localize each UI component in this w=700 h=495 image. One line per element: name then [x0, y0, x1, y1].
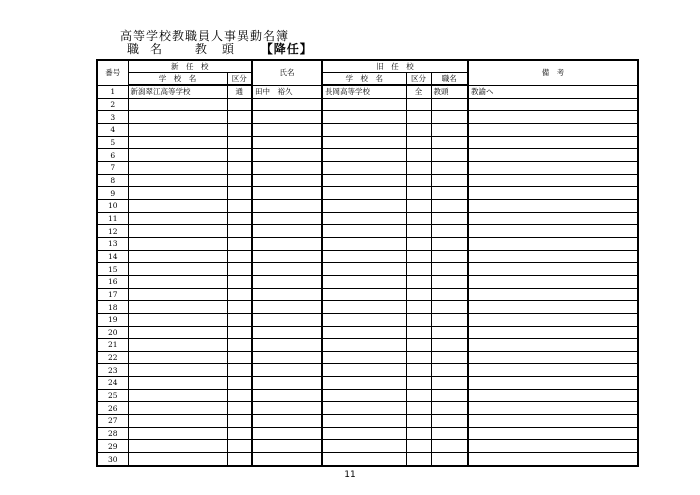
cell-old-division: [406, 136, 431, 149]
cell-old-school: [322, 161, 406, 174]
cell-old-division: [406, 364, 431, 377]
cell-remarks: [468, 237, 638, 250]
cell-remarks: [468, 187, 638, 200]
cell-number: 3: [97, 111, 128, 124]
cell-new-school: [128, 149, 227, 162]
cell-new-school: [128, 237, 227, 250]
cell-job-title: [431, 402, 468, 415]
cell-new-school: [128, 212, 227, 225]
header-new-division: 区分: [227, 73, 252, 86]
cell-remarks: [468, 440, 638, 453]
table-row: [97, 339, 638, 352]
cell-remarks: [468, 377, 638, 390]
table-row: [97, 136, 638, 149]
cell-old-school: [322, 364, 406, 377]
cell-name: [252, 124, 322, 137]
cell-new-school: [128, 111, 227, 124]
cell-old-school: 長岡高等学校: [322, 85, 406, 98]
cell-number: 26: [97, 402, 128, 415]
cell-old-school: [322, 187, 406, 200]
cell-job-title: [431, 453, 468, 466]
cell-new-school: [128, 377, 227, 390]
personnel-table: [96, 59, 639, 467]
cell-number: 11: [97, 212, 128, 225]
cell-name: [252, 199, 322, 212]
cell-number: 25: [97, 389, 128, 402]
cell-number: 4: [97, 124, 128, 137]
cell-old-division: [406, 174, 431, 187]
cell-new-division: [227, 149, 252, 162]
table-row: [97, 174, 638, 187]
cell-new-division: [227, 301, 252, 314]
cell-new-school: [128, 301, 227, 314]
table-row: [97, 111, 638, 124]
cell-name: [252, 237, 322, 250]
cell-old-division: [406, 339, 431, 352]
cell-new-school: [128, 402, 227, 415]
cell-job-title: [431, 136, 468, 149]
cell-new-division: [227, 313, 252, 326]
cell-remarks: [468, 149, 638, 162]
table-row: [97, 402, 638, 415]
cell-new-school: [128, 326, 227, 339]
cell-old-division: [406, 225, 431, 238]
cell-old-school: [322, 111, 406, 124]
header-name: 氏名: [252, 60, 322, 85]
cell-number: 15: [97, 263, 128, 276]
cell-job-title: [431, 377, 468, 390]
cell-new-division: [227, 389, 252, 402]
cell-new-school: [128, 364, 227, 377]
cell-new-school: [128, 453, 227, 466]
header-old-division: 区分: [406, 73, 431, 86]
table-row: [97, 98, 638, 111]
cell-name: [252, 301, 322, 314]
cell-job-title: [431, 415, 468, 428]
cell-old-division: [406, 440, 431, 453]
cell-name: [252, 351, 322, 364]
cell-new-school: [128, 250, 227, 263]
cell-new-school: [128, 351, 227, 364]
cell-number: 28: [97, 427, 128, 440]
cell-old-division: [406, 149, 431, 162]
cell-new-division: [227, 136, 252, 149]
cell-new-division: [227, 250, 252, 263]
cell-number: 2: [97, 98, 128, 111]
cell-number: 22: [97, 351, 128, 364]
cell-new-school: [128, 440, 227, 453]
cell-name: [252, 402, 322, 415]
cell-remarks: [468, 174, 638, 187]
cell-old-school: [322, 136, 406, 149]
table-row: [97, 85, 638, 98]
table-row: [97, 326, 638, 339]
cell-remarks: [468, 263, 638, 276]
cell-new-school: [128, 415, 227, 428]
cell-remarks: [468, 415, 638, 428]
cell-number: 1: [97, 85, 128, 98]
cell-new-school: [128, 288, 227, 301]
cell-remarks: [468, 389, 638, 402]
cell-new-division: 通: [227, 85, 252, 98]
cell-new-school: [128, 174, 227, 187]
cell-old-school: [322, 237, 406, 250]
cell-number: 8: [97, 174, 128, 187]
cell-remarks: [468, 136, 638, 149]
cell-name: [252, 275, 322, 288]
cell-old-division: [406, 124, 431, 137]
cell-new-school: [128, 161, 227, 174]
cell-old-school: [322, 263, 406, 276]
cell-old-division: [406, 98, 431, 111]
cell-job-title: [431, 339, 468, 352]
cell-new-school: [128, 136, 227, 149]
cell-old-division: [406, 263, 431, 276]
cell-new-school: [128, 187, 227, 200]
cell-new-division: [227, 174, 252, 187]
header-new-school-name: 学 校 名: [128, 73, 227, 86]
cell-new-division: [227, 263, 252, 276]
cell-name: [252, 250, 322, 263]
cell-number: 16: [97, 275, 128, 288]
cell-new-school: [128, 124, 227, 137]
cell-old-school: [322, 275, 406, 288]
cell-remarks: [468, 427, 638, 440]
cell-new-division: [227, 237, 252, 250]
cell-name: [252, 111, 322, 124]
cell-new-division: [227, 275, 252, 288]
cell-new-division: [227, 288, 252, 301]
cell-new-division: [227, 339, 252, 352]
table-row: [97, 250, 638, 263]
table-row: [97, 237, 638, 250]
header-remarks: 備 考: [468, 60, 638, 85]
cell-job-title: [431, 212, 468, 225]
cell-number: 12: [97, 225, 128, 238]
cell-job-title: [431, 225, 468, 238]
cell-old-division: [406, 453, 431, 466]
cell-old-school: [322, 250, 406, 263]
header-old-school: 旧 任 校: [322, 60, 468, 73]
cell-job-title: [431, 389, 468, 402]
cell-new-school: [128, 263, 227, 276]
cell-name: [252, 263, 322, 276]
cell-number: 14: [97, 250, 128, 263]
cell-new-school: [128, 199, 227, 212]
cell-job-title: [431, 149, 468, 162]
cell-name: [252, 288, 322, 301]
cell-remarks: [468, 275, 638, 288]
cell-old-school: [322, 98, 406, 111]
cell-name: [252, 453, 322, 466]
cell-name: [252, 415, 322, 428]
table-row: [97, 263, 638, 276]
header-row-top: [97, 60, 638, 73]
cell-new-school: [128, 98, 227, 111]
cell-remarks: [468, 161, 638, 174]
cell-job-title: [431, 161, 468, 174]
table-row: [97, 124, 638, 137]
cell-old-division: [406, 389, 431, 402]
table-row: [97, 453, 638, 466]
cell-name: [252, 149, 322, 162]
cell-new-division: [227, 402, 252, 415]
cell-job-title: [431, 427, 468, 440]
cell-new-division: [227, 351, 252, 364]
document-subtitle: [127, 40, 313, 57]
cell-number: 20: [97, 326, 128, 339]
cell-remarks: [468, 364, 638, 377]
cell-new-division: [227, 427, 252, 440]
cell-remarks: [468, 98, 638, 111]
table-row: [97, 275, 638, 288]
cell-name: [252, 187, 322, 200]
cell-remarks: [468, 339, 638, 352]
cell-new-division: [227, 364, 252, 377]
cell-old-division: [406, 402, 431, 415]
cell-new-division: [227, 161, 252, 174]
document-title: 高等学校教職員人事異動名簿: [120, 29, 290, 43]
cell-name: [252, 377, 322, 390]
cell-job-title: [431, 351, 468, 364]
cell-number: 10: [97, 199, 128, 212]
cell-old-school: [322, 301, 406, 314]
cell-new-division: [227, 225, 252, 238]
cell-job-title: [431, 237, 468, 250]
cell-old-division: [406, 313, 431, 326]
cell-number: 5: [97, 136, 128, 149]
cell-number: 30: [97, 453, 128, 466]
cell-old-division: [406, 187, 431, 200]
cell-number: 19: [97, 313, 128, 326]
cell-job-title: [431, 440, 468, 453]
cell-remarks: [468, 288, 638, 301]
cell-name: [252, 389, 322, 402]
cell-old-school: [322, 377, 406, 390]
table-row: [97, 427, 638, 440]
cell-remarks: [468, 250, 638, 263]
cell-number: 18: [97, 301, 128, 314]
cell-remarks: [468, 301, 638, 314]
cell-new-division: [227, 187, 252, 200]
cell-name: [252, 212, 322, 225]
cell-remarks: [468, 313, 638, 326]
cell-remarks: [468, 212, 638, 225]
cell-new-division: [227, 377, 252, 390]
table-row: [97, 313, 638, 326]
position-value: 教頭: [194, 42, 249, 56]
cell-job-title: [431, 263, 468, 276]
cell-job-title: [431, 275, 468, 288]
cell-old-school: [322, 440, 406, 453]
table-row: [97, 199, 638, 212]
page-number: 11: [344, 470, 356, 480]
cell-job-title: [431, 250, 468, 263]
cell-number: 9: [97, 187, 128, 200]
cell-new-division: [227, 111, 252, 124]
table-row: [97, 288, 638, 301]
cell-name: [252, 364, 322, 377]
table-row: [97, 351, 638, 364]
transfer-kind: 【降任】: [260, 42, 313, 56]
cell-old-division: [406, 212, 431, 225]
cell-number: 17: [97, 288, 128, 301]
cell-number: 6: [97, 149, 128, 162]
cell-name: [252, 225, 322, 238]
table-row: [97, 225, 638, 238]
cell-job-title: [431, 174, 468, 187]
cell-old-division: [406, 199, 431, 212]
cell-remarks: [468, 453, 638, 466]
cell-new-school: [128, 339, 227, 352]
cell-remarks: [468, 326, 638, 339]
cell-old-division: [406, 237, 431, 250]
cell-job-title: [431, 364, 468, 377]
cell-old-school: [322, 288, 406, 301]
cell-new-division: [227, 124, 252, 137]
cell-job-title: 教頭: [431, 85, 468, 98]
cell-number: 21: [97, 339, 128, 352]
cell-old-school: [322, 339, 406, 352]
cell-remarks: [468, 225, 638, 238]
cell-job-title: [431, 288, 468, 301]
cell-old-school: [322, 427, 406, 440]
table-row: [97, 187, 638, 200]
cell-new-division: [227, 212, 252, 225]
cell-new-school: 新潟翠江高等学校: [128, 85, 227, 98]
cell-new-school: [128, 427, 227, 440]
position-label: 職名: [127, 42, 174, 56]
cell-new-school: [128, 275, 227, 288]
cell-name: [252, 174, 322, 187]
cell-old-school: [322, 351, 406, 364]
cell-name: [252, 161, 322, 174]
table-row: [97, 389, 638, 402]
cell-old-division: [406, 275, 431, 288]
cell-job-title: [431, 313, 468, 326]
cell-name: [252, 326, 322, 339]
table-row: [97, 161, 638, 174]
cell-name: [252, 313, 322, 326]
cell-new-division: [227, 440, 252, 453]
cell-job-title: [431, 187, 468, 200]
cell-old-school: [322, 415, 406, 428]
table-row: [97, 212, 638, 225]
cell-new-division: [227, 98, 252, 111]
cell-old-division: [406, 377, 431, 390]
cell-old-school: [322, 124, 406, 137]
cell-old-school: [322, 326, 406, 339]
cell-old-division: [406, 288, 431, 301]
cell-old-division: [406, 326, 431, 339]
cell-new-school: [128, 389, 227, 402]
cell-number: 23: [97, 364, 128, 377]
header-job-title: 職名: [431, 73, 468, 86]
header-new-school: 新 任 校: [128, 60, 252, 73]
cell-job-title: [431, 301, 468, 314]
cell-name: [252, 98, 322, 111]
cell-old-division: [406, 415, 431, 428]
cell-remarks: [468, 351, 638, 364]
cell-name: [252, 339, 322, 352]
table-row: [97, 364, 638, 377]
cell-old-division: 全: [406, 85, 431, 98]
cell-new-school: [128, 225, 227, 238]
table-row: [97, 440, 638, 453]
cell-old-school: [322, 149, 406, 162]
cell-old-school: [322, 225, 406, 238]
table-body: [97, 85, 638, 466]
cell-remarks: 教諭へ: [468, 85, 638, 98]
cell-name: [252, 440, 322, 453]
cell-new-division: [227, 415, 252, 428]
table-row: [97, 415, 638, 428]
cell-name: 田中 裕久: [252, 85, 322, 98]
cell-old-school: [322, 402, 406, 415]
cell-old-school: [322, 174, 406, 187]
table-row: [97, 149, 638, 162]
cell-new-division: [227, 199, 252, 212]
cell-number: 27: [97, 415, 128, 428]
cell-old-division: [406, 250, 431, 263]
cell-new-school: [128, 313, 227, 326]
cell-old-school: [322, 453, 406, 466]
table-row: [97, 377, 638, 390]
cell-job-title: [431, 124, 468, 137]
cell-new-division: [227, 326, 252, 339]
cell-old-division: [406, 111, 431, 124]
cell-job-title: [431, 98, 468, 111]
cell-new-division: [227, 453, 252, 466]
cell-old-division: [406, 301, 431, 314]
cell-remarks: [468, 402, 638, 415]
cell-old-school: [322, 313, 406, 326]
header-old-school-name: 学 校 名: [322, 73, 406, 86]
cell-name: [252, 427, 322, 440]
cell-old-school: [322, 199, 406, 212]
cell-old-division: [406, 161, 431, 174]
cell-old-division: [406, 351, 431, 364]
cell-job-title: [431, 199, 468, 212]
cell-job-title: [431, 326, 468, 339]
table-row: [97, 301, 638, 314]
cell-old-school: [322, 389, 406, 402]
cell-remarks: [468, 124, 638, 137]
cell-number: 7: [97, 161, 128, 174]
cell-remarks: [468, 199, 638, 212]
cell-remarks: [468, 111, 638, 124]
cell-number: 24: [97, 377, 128, 390]
cell-old-school: [322, 212, 406, 225]
cell-old-division: [406, 427, 431, 440]
cell-number: 29: [97, 440, 128, 453]
cell-name: [252, 136, 322, 149]
cell-number: 13: [97, 237, 128, 250]
header-number: 番号: [97, 60, 128, 85]
cell-job-title: [431, 111, 468, 124]
